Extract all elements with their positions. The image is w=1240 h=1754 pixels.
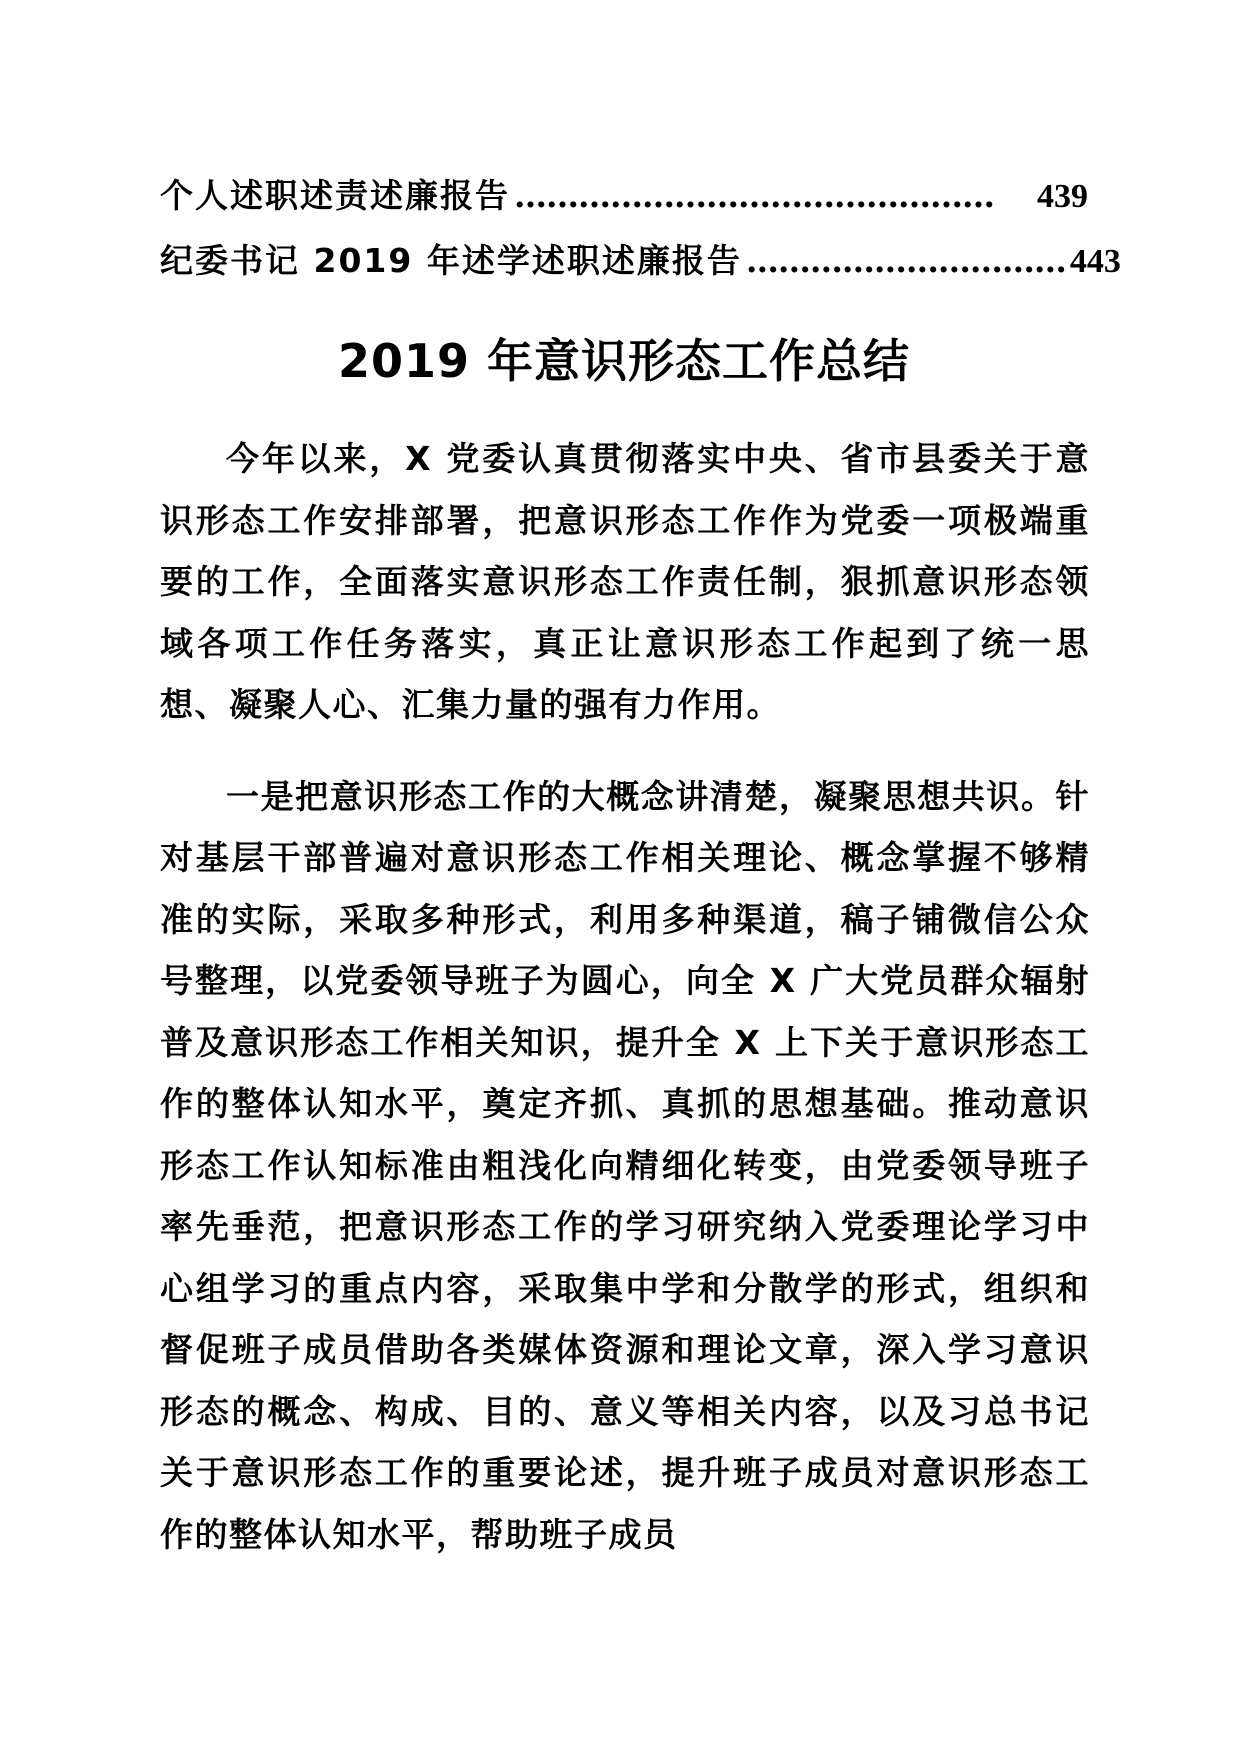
toc-entry-title: 个人述职述责述廉报告 (160, 176, 510, 215)
toc-entry-title: 纪委书记 2019 年述学述职述廉报告 (160, 241, 742, 280)
toc-dot-leader: ……………………………………… (514, 176, 994, 215)
document-body (160, 428, 1090, 1565)
toc-dot-leader: ………………………… (745, 241, 1066, 280)
section-one-paragraph: 一是把意识形态工作的大概念讲清楚，凝聚思想共识。针对基层干部普遍对意识形态工作相关理论、概念掌握不够精准的实际，采取多种形式，利用多种渠道，稿子铺微信公众号整理，以党委领导班子为圆心，向全 X 广大党员群众辐射普及意识形态工作相关知识，提升全 X 上下关于意识形态工作的整体认知水平，奠定齐抓、真抓的思想基础。推动意识形态工作认知标准由粗浅化向精细化转变，由党委领导班子率先垂范，把意识形态工作的学习研究纳入党委理论学习中心组学习的重点内容，采取集中学和分散学的形式，组织和督促班子成员借助各类媒体资源和理论文章，深入学习意识形态的概念、构成、目的、意义等相关内容，以及习总书记关于意识形态工作的重要论述，提升班子成员对意识形态工作的整体认知水平，帮助班子成员 (160, 776, 1090, 1554)
toc-page-number: 439 (1037, 178, 1088, 215)
intro-paragraph: 今年以来，X 党委认真贯彻落实中央、省市县委关于意识形态工作安排部署，把意识形态工作作为党委一项极端重要的工作，全面落实意识形态工作责任制，狠抓意识形态领域各项工作任务落实，真正让意识形态工作起到了统一思想、凝聚人心、汇集力量的强有力作用。 (160, 439, 1090, 724)
toc-entry[interactable] (160, 235, 1121, 300)
toc-page-number: 443 (1069, 243, 1121, 280)
table-of-contents (160, 170, 1121, 300)
document-title: 2019 年意识形态工作总结 (337, 334, 911, 388)
toc-entry[interactable] (160, 170, 1088, 235)
